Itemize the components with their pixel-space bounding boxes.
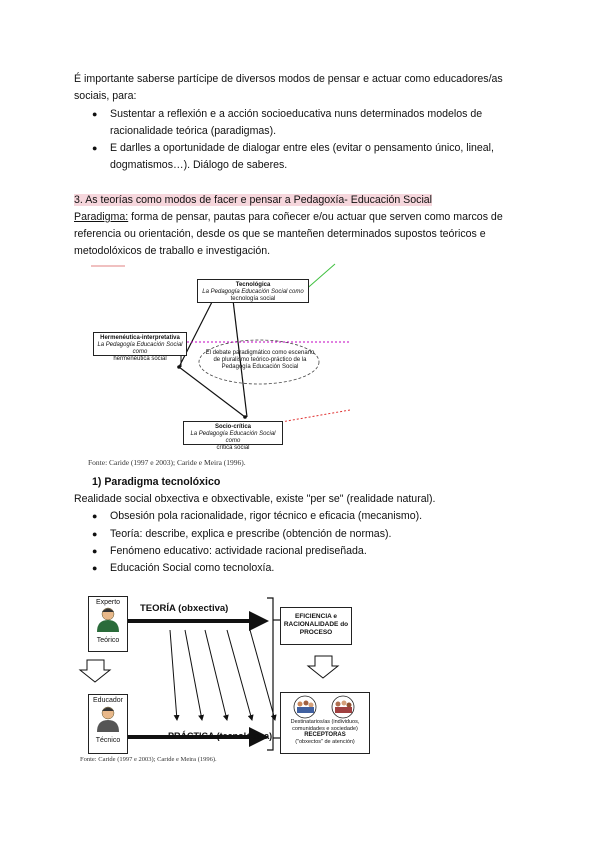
diagonal-arrow bbox=[170, 630, 177, 720]
junction-dot bbox=[177, 365, 181, 369]
junction-dot bbox=[243, 415, 247, 419]
list-item: ● E darlles a oportunidade de dialogar entre eles (evitar o pensamento único, lineal, dogmatismos…). Diálogo de saberes. bbox=[92, 142, 494, 171]
bullet-icon: ● bbox=[92, 563, 98, 573]
practice-label: PRÁCTICA (tecnolóxica) bbox=[168, 731, 273, 741]
diagonal-arrow bbox=[185, 630, 202, 720]
down-arrow-icon bbox=[80, 660, 110, 682]
educador-box: Educador Técnico bbox=[88, 694, 128, 754]
paradigm-definition-line-1: Paradigma: forma de pensar, pautas para coñecer e/ou actuar que serven como marcos de bbox=[74, 211, 503, 223]
diagram-2-source: Fonte: Caride (1997 e 2003); Caride e Meira (1996). bbox=[80, 756, 217, 763]
person-icon bbox=[89, 606, 127, 632]
paradigm-term: Paradigma: bbox=[74, 211, 129, 223]
hermeneutica-box: Hermenéutica-interpretativa La Pedagogía Educación Social como hermenéutica social bbox=[93, 332, 187, 356]
bullet-icon: ● bbox=[92, 529, 98, 539]
socio-critica-box: Socio-crítica La Pedagogía Educación Social como crítica social bbox=[183, 421, 283, 445]
section-1-heading: 1) Paradigma tecnolóxico bbox=[92, 476, 221, 488]
bullet-icon: ● bbox=[92, 109, 98, 119]
intro-line-2: sociais, para: bbox=[74, 90, 137, 102]
list-item: ● Fenómeno educativo: actividade racional prediseñada. bbox=[92, 543, 532, 560]
receptors-box: Destinatarios/as (individuos, comunidades e sociedade) RECEPTORAS ("obxectos" de atención) bbox=[280, 692, 370, 754]
person-icon bbox=[89, 704, 127, 732]
diagonal-arrow bbox=[227, 630, 252, 720]
bullet-icon: ● bbox=[92, 546, 98, 556]
bullet-icon: ● bbox=[92, 143, 98, 153]
theory-label: TEORÍA (obxectiva) bbox=[140, 603, 229, 614]
paradigm-definition-line-3: metodolóxicos de traballo e investigación. bbox=[74, 245, 271, 257]
red-dashed-line bbox=[281, 410, 350, 422]
tecnologica-box: Tecnológica La Pedagogía Educación Social como tecnología social bbox=[197, 279, 309, 303]
diagram-1-source: Fonte: Caride (1997 e 2003); Caride e Meira (1996). bbox=[88, 458, 246, 467]
list-item: ● Educación Social como tecnoloxía. bbox=[92, 560, 532, 577]
experto-box: Experto Teórico bbox=[88, 596, 128, 652]
section-3-title: 3. As teorías como modos de facer e pensar a Pedagoxía- Educación Social bbox=[74, 194, 433, 206]
efficiency-box: EFICIENCIA e RACIONALIDADE do PROCESO bbox=[280, 607, 352, 645]
diagonal-arrow bbox=[250, 630, 275, 720]
diagonal-arrow bbox=[205, 630, 227, 720]
list-item: ● Sustentar a reflexión e a acción socioeducativa nuns determinados modelos de racionalidade teórica (paradigmas). bbox=[92, 108, 483, 137]
group-icon bbox=[281, 693, 369, 719]
down-arrow-icon bbox=[308, 656, 338, 678]
paradigm-definition-line-2: referencia ou orientación, desde os que se manteñen determinados supostos teóricos e bbox=[74, 228, 486, 240]
section-1-intro: Realidade social obxectiva e obxectivable, existe "per se" (realidade natural). bbox=[74, 493, 436, 505]
intro-line-1: É importante saberse partícipe de diversos modos de pensar e actuar como educadores/as bbox=[74, 73, 503, 85]
right-bracket bbox=[267, 598, 273, 750]
list-item: ● Teoría: describe, explica e prescribe (obtención de normas). bbox=[92, 526, 532, 543]
list-item: ● Obsesión pola racionalidade, rigor técnico e eficacia (mecanismo). bbox=[92, 508, 532, 525]
center-text: El debate paradigmático como escenario de pluralismo teórico-práctico de la Pedagogía Educación Social bbox=[205, 350, 315, 370]
connector-line bbox=[179, 367, 245, 417]
bullet-icon: ● bbox=[92, 511, 98, 521]
